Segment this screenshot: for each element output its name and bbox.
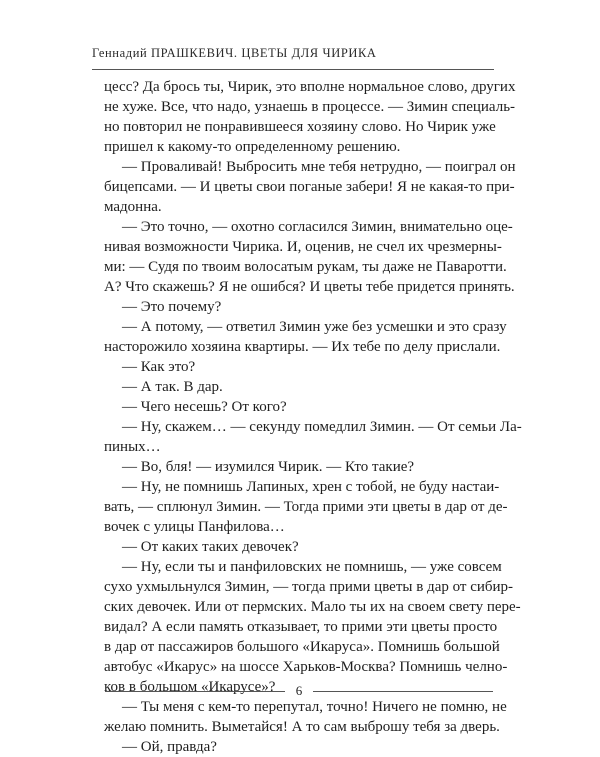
text-line: вать, — сплюнул Зимин. — Тогда прими эти цветы в дар от де- — [104, 499, 508, 515]
text-line: пиных… — [104, 439, 161, 455]
text-line: — Ну, если ты и панфиловских не помнишь, — уже совсем — [122, 559, 502, 575]
text-line: А? Что скажешь? Я не ошибся? И цветы тебе придется принять. — [104, 279, 515, 295]
text-line: — А так. В дар. — [122, 379, 223, 395]
text-line: нивая возможности Чирика. И, оценив, не счел их чрезмерны- — [104, 239, 502, 255]
header-rule — [92, 69, 494, 70]
text-line: бицепсами. — И цветы свои поганые забери! Я не какая-то при- — [104, 179, 515, 195]
text-line: — От каких таких девочек? — [122, 539, 299, 555]
footer-rule-right — [313, 691, 493, 692]
text-line: желаю помнить. Выметайся! А то сам выброшу тебя за дверь. — [104, 719, 500, 735]
text-line: — Как это? — [122, 359, 196, 375]
text-line: автобус «Икарус» на шоссе Харьков-Москва? Помнишь челно- — [104, 659, 508, 675]
text-line: мадонна. — [104, 199, 162, 215]
text-line: — А потому, — ответил Зимин уже без усмешки и это сразу — [122, 319, 507, 335]
text-line: — Ты меня с кем-то перепутал, точно! Ничего не помню, не — [122, 699, 507, 715]
text-line: насторожило хозяина квартиры. — Их тебе по делу прислали. — [104, 339, 501, 355]
text-line: вочек с улицы Панфилова… — [104, 519, 285, 535]
text-line: сухо ухмыльнулся Зимин, — тогда прими цветы в дар от сибир- — [104, 579, 514, 595]
text-line: но повторил не понравившееся хозяину слово. Но Чирик уже — [104, 119, 496, 135]
text-line: видал? А если память отказывает, то прими эти цветы просто — [104, 619, 498, 635]
text-line: — Это почему? — [122, 299, 222, 315]
text-line: — Проваливай! Выбросить мне тебя нетрудно, — поиграл он — [122, 159, 516, 175]
text-line: — Это точно, — охотно согласился Зимин, внимательно оце- — [122, 219, 513, 235]
text-line: — Во, бля! — изумился Чирик. — Кто такие? — [122, 459, 415, 475]
text-line: ми: — Судя по твоим волосатым рукам, ты даже не Паваротти. — [104, 259, 507, 275]
page-footer — [105, 682, 493, 700]
text-line: цесс? Да брось ты, Чирик, это вполне нормальное слово, других — [104, 79, 516, 95]
text-line: — Ну, не помнишь Лапиных, хрен с тобой, не буду настаи- — [122, 479, 500, 495]
text-line: — Ой, правда? — [122, 739, 217, 755]
text-line: ков в большом «Икарусе»? — [104, 679, 276, 695]
text-line: ских девочек. Или от пермских. Мало ты их на своем свету пере- — [104, 599, 521, 615]
text-line: — Ну, скажем… — секунду помедлил Зимин. — От семьи Ла- — [122, 419, 522, 435]
body-text — [104, 77, 522, 757]
text-line: пришел к какому-то определенному решению. — [104, 139, 401, 155]
text-line: — Чего несешь? От кого? — [122, 399, 287, 415]
text-line: в дар от пассажиров большого «Икаруса». Помнишь большой — [104, 639, 500, 655]
running-header: Геннадий ПРАШКЕВИЧ. ЦВЕТЫ ДЛЯ ЧИРИКА — [92, 46, 377, 60]
text-line: не хуже. Все, что надо, узнаешь в процессе. — Зимин специаль- — [104, 99, 516, 115]
page-number: 6 — [295, 683, 303, 698]
